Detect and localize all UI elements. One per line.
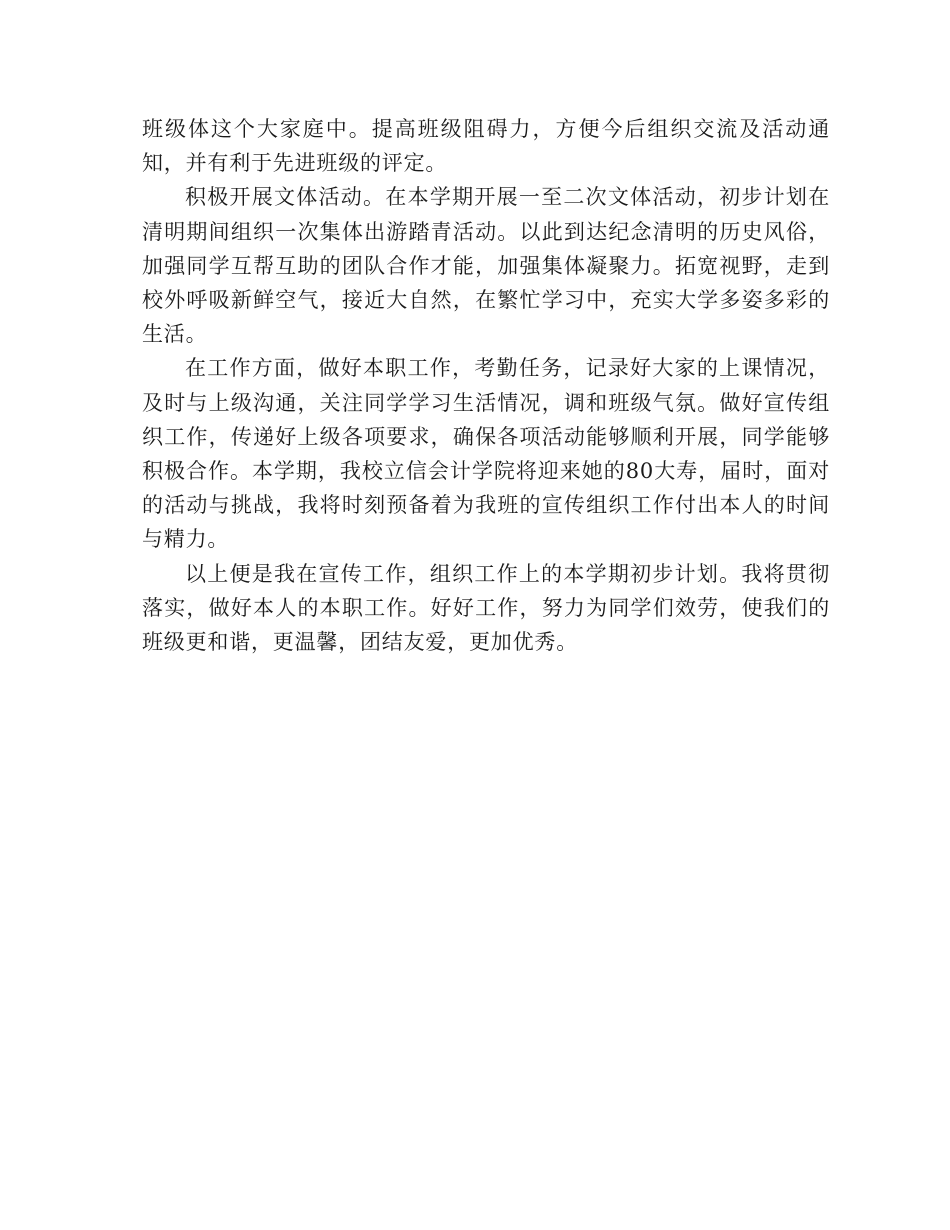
paragraph-continuation: 班级体这个大家庭中。提高班级阻碍力，方便今后组织交流及活动通知，并有利于先进班级的评定。 xyxy=(142,117,830,176)
document-body xyxy=(142,112,830,659)
paragraph-work-duties: 在工作方面，做好本职工作，考勤任务，记录好大家的上课情况，及时与上级沟通，关注同学学习生活情况，调和班级气氛。做好宣传组织工作，传递好上级各项要求，确保各项活动能够顺利开展，同学能够积极合作。本学期，我校立信会计学院将迎来她的80大寿，届时，面对的活动与挑战，我将时刻预备着为我班的宣传组织工作付出本人的时间与精力。 xyxy=(142,356,830,552)
paragraph-cultural-activities: 积极开展文体活动。在本学期开展一至二次文体活动，初步计划在清明期间组织一次集体出游踏青活动。以此到达纪念清明的历史风俗，加强同学互帮互助的团队合作才能，加强集体凝聚力。拓宽视野，走到校外呼吸新鲜空气，接近大自然，在繁忙学习中，充实大学多姿多彩的生活。 xyxy=(142,185,830,347)
paragraph-conclusion: 以上便是我在宣传工作，组织工作上的本学期初步计划。我将贯彻落实，做好本人的本职工作。好好工作，努力为同学们效劳，使我们的班级更和谐，更温馨，团结友爱，更加优秀。 xyxy=(142,561,830,655)
